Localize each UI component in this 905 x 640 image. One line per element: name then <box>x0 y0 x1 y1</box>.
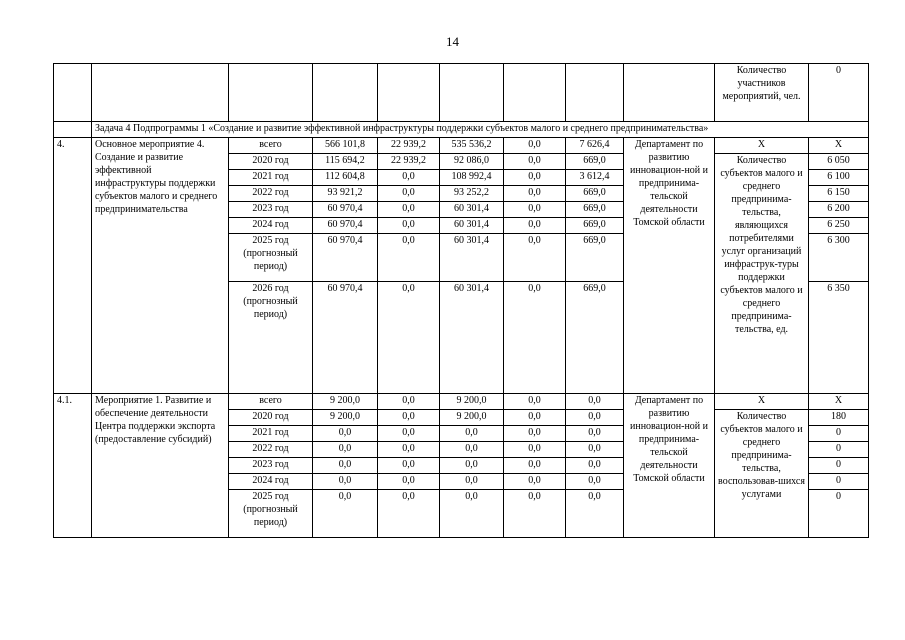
federal-cell: 0,0 <box>378 442 440 458</box>
total-cell: 0,0 <box>313 426 378 442</box>
federal-cell: 0,0 <box>378 234 440 282</box>
total-cell: 0,0 <box>313 458 378 474</box>
indicator-value: 6 150 <box>809 186 869 202</box>
local-cell: 0,0 <box>504 202 566 218</box>
regional-cell: 60 301,4 <box>440 234 504 282</box>
regional-cell: 60 301,4 <box>440 202 504 218</box>
table-row <box>54 394 869 410</box>
total-cell: 0,0 <box>313 474 378 490</box>
other-cell: 669,0 <box>566 218 624 234</box>
executor-cell: Департамент по развитию инновацион-ной и предпринима-тельской деятельности Томской области <box>624 138 715 394</box>
table-row <box>54 138 869 154</box>
other-cell: 3 612,4 <box>566 170 624 186</box>
total-cell: 60 970,4 <box>313 234 378 282</box>
regional-cell: 92 086,0 <box>440 154 504 170</box>
indicator-value: 180 <box>809 410 869 426</box>
local-cell: 0,0 <box>504 218 566 234</box>
regional-cell: 93 252,2 <box>440 186 504 202</box>
indicator-name: Количество участников мероприятий, чел. <box>715 64 809 122</box>
period-cell: всего <box>229 394 313 410</box>
program-table <box>53 63 869 538</box>
local-cell: 0,0 <box>504 394 566 410</box>
federal-cell: 0,0 <box>378 202 440 218</box>
other-cell: 0,0 <box>566 490 624 538</box>
page-number: 14 <box>446 34 459 49</box>
federal-cell: 0,0 <box>378 394 440 410</box>
indicator-header-x: Х <box>809 394 869 410</box>
regional-cell: 9 200,0 <box>440 394 504 410</box>
federal-cell: 0,0 <box>378 474 440 490</box>
local-cell: 0,0 <box>504 138 566 154</box>
regional-cell: 0,0 <box>440 490 504 538</box>
indicator-value: 0 <box>809 458 869 474</box>
period-cell: 2020 год <box>229 154 313 170</box>
federal-cell: 0,0 <box>378 186 440 202</box>
indicator-value: 6 300 <box>809 234 869 282</box>
period-cell: 2026 год (прогнозный период) <box>229 282 313 394</box>
regional-cell: 108 992,4 <box>440 170 504 186</box>
other-cell: 669,0 <box>566 186 624 202</box>
task-header-row <box>54 122 869 138</box>
indicator-value: 0 <box>809 474 869 490</box>
section-name: Мероприятие 1. Развитие и обеспечение деятельности Центра поддержки экспорта (предоставление субсидий) <box>92 394 229 538</box>
federal-cell: 0,0 <box>378 282 440 394</box>
local-cell: 0,0 <box>504 426 566 442</box>
local-cell: 0,0 <box>504 154 566 170</box>
local-cell: 0,0 <box>504 442 566 458</box>
federal-cell: 0,0 <box>378 458 440 474</box>
period-cell: 2021 год <box>229 170 313 186</box>
federal-cell: 0,0 <box>378 490 440 538</box>
total-cell: 115 694,2 <box>313 154 378 170</box>
federal-cell: 0,0 <box>378 426 440 442</box>
section-number: 4. <box>54 138 92 394</box>
total-cell: 9 200,0 <box>313 394 378 410</box>
other-cell: 0,0 <box>566 410 624 426</box>
continuation-row <box>54 64 869 122</box>
other-cell: 669,0 <box>566 154 624 170</box>
indicator-value: 6 200 <box>809 202 869 218</box>
total-cell: 0,0 <box>313 442 378 458</box>
other-cell: 669,0 <box>566 234 624 282</box>
regional-cell: 0,0 <box>440 474 504 490</box>
period-cell: 2021 год <box>229 426 313 442</box>
total-cell: 93 921,2 <box>313 186 378 202</box>
indicator-name: Количество субъектов малого и среднего предпринима-тельства, воспользовав-шихся услугами <box>715 410 809 538</box>
regional-cell: 0,0 <box>440 458 504 474</box>
indicator-value: 0 <box>809 64 869 122</box>
executor-cell: Департамент по развитию инновацион-ной и предпринима-тельской деятельности Томской области <box>624 394 715 538</box>
section-number: 4.1. <box>54 394 92 538</box>
other-cell: 0,0 <box>566 474 624 490</box>
local-cell: 0,0 <box>504 490 566 538</box>
total-cell: 0,0 <box>313 490 378 538</box>
task-header: Задача 4 Подпрограммы 1 «Создание и развитие эффективной инфраструктуры поддержки субъектов малого и среднего предпринимательства» <box>92 122 869 138</box>
local-cell: 0,0 <box>504 234 566 282</box>
indicator-name: Количество субъектов малого и среднего предпринима-тельства, являющихся потребителями услуг организаций инфраструк-туры поддержки субъектов малого и среднего предпринима-тельства, ед. <box>715 154 809 394</box>
federal-cell: 0,0 <box>378 218 440 234</box>
period-cell: 2020 год <box>229 410 313 426</box>
regional-cell: 60 301,4 <box>440 218 504 234</box>
total-cell: 60 970,4 <box>313 282 378 394</box>
other-cell: 7 626,4 <box>566 138 624 154</box>
indicator-value: 6 050 <box>809 154 869 170</box>
period-cell: 2022 год <box>229 186 313 202</box>
other-cell: 669,0 <box>566 202 624 218</box>
other-cell: 0,0 <box>566 426 624 442</box>
total-cell: 60 970,4 <box>313 218 378 234</box>
period-cell: 2024 год <box>229 474 313 490</box>
period-cell: 2023 год <box>229 202 313 218</box>
period-cell: 2025 год (прогнозный период) <box>229 490 313 538</box>
other-cell: 669,0 <box>566 282 624 394</box>
indicator-header-x: Х <box>809 138 869 154</box>
period-cell: всего <box>229 138 313 154</box>
total-cell: 9 200,0 <box>313 410 378 426</box>
indicator-header-x: Х <box>715 138 809 154</box>
total-cell: 566 101,8 <box>313 138 378 154</box>
section-name: Основное мероприятие 4. Создание и развитие эффективной инфраструктуры поддержки субъектов малого и среднего предпринимательства <box>92 138 229 394</box>
regional-cell: 0,0 <box>440 442 504 458</box>
other-cell: 0,0 <box>566 394 624 410</box>
period-cell: 2024 год <box>229 218 313 234</box>
federal-cell: 22 939,2 <box>378 154 440 170</box>
local-cell: 0,0 <box>504 186 566 202</box>
indicator-value: 6 250 <box>809 218 869 234</box>
federal-cell: 22 939,2 <box>378 138 440 154</box>
federal-cell: 0,0 <box>378 410 440 426</box>
local-cell: 0,0 <box>504 458 566 474</box>
federal-cell: 0,0 <box>378 170 440 186</box>
indicator-header-x: Х <box>715 394 809 410</box>
regional-cell: 60 301,4 <box>440 282 504 394</box>
local-cell: 0,0 <box>504 282 566 394</box>
period-cell: 2023 год <box>229 458 313 474</box>
indicator-value: 0 <box>809 490 869 538</box>
indicator-value: 6 350 <box>809 282 869 394</box>
regional-cell: 0,0 <box>440 426 504 442</box>
regional-cell: 535 536,2 <box>440 138 504 154</box>
indicator-value: 0 <box>809 426 869 442</box>
total-cell: 112 604,8 <box>313 170 378 186</box>
other-cell: 0,0 <box>566 442 624 458</box>
total-cell: 60 970,4 <box>313 202 378 218</box>
indicator-value: 0 <box>809 442 869 458</box>
period-cell: 2025 год (прогнозный период) <box>229 234 313 282</box>
period-cell: 2022 год <box>229 442 313 458</box>
indicator-value: 6 100 <box>809 170 869 186</box>
local-cell: 0,0 <box>504 170 566 186</box>
local-cell: 0,0 <box>504 474 566 490</box>
local-cell: 0,0 <box>504 410 566 426</box>
other-cell: 0,0 <box>566 458 624 474</box>
regional-cell: 9 200,0 <box>440 410 504 426</box>
